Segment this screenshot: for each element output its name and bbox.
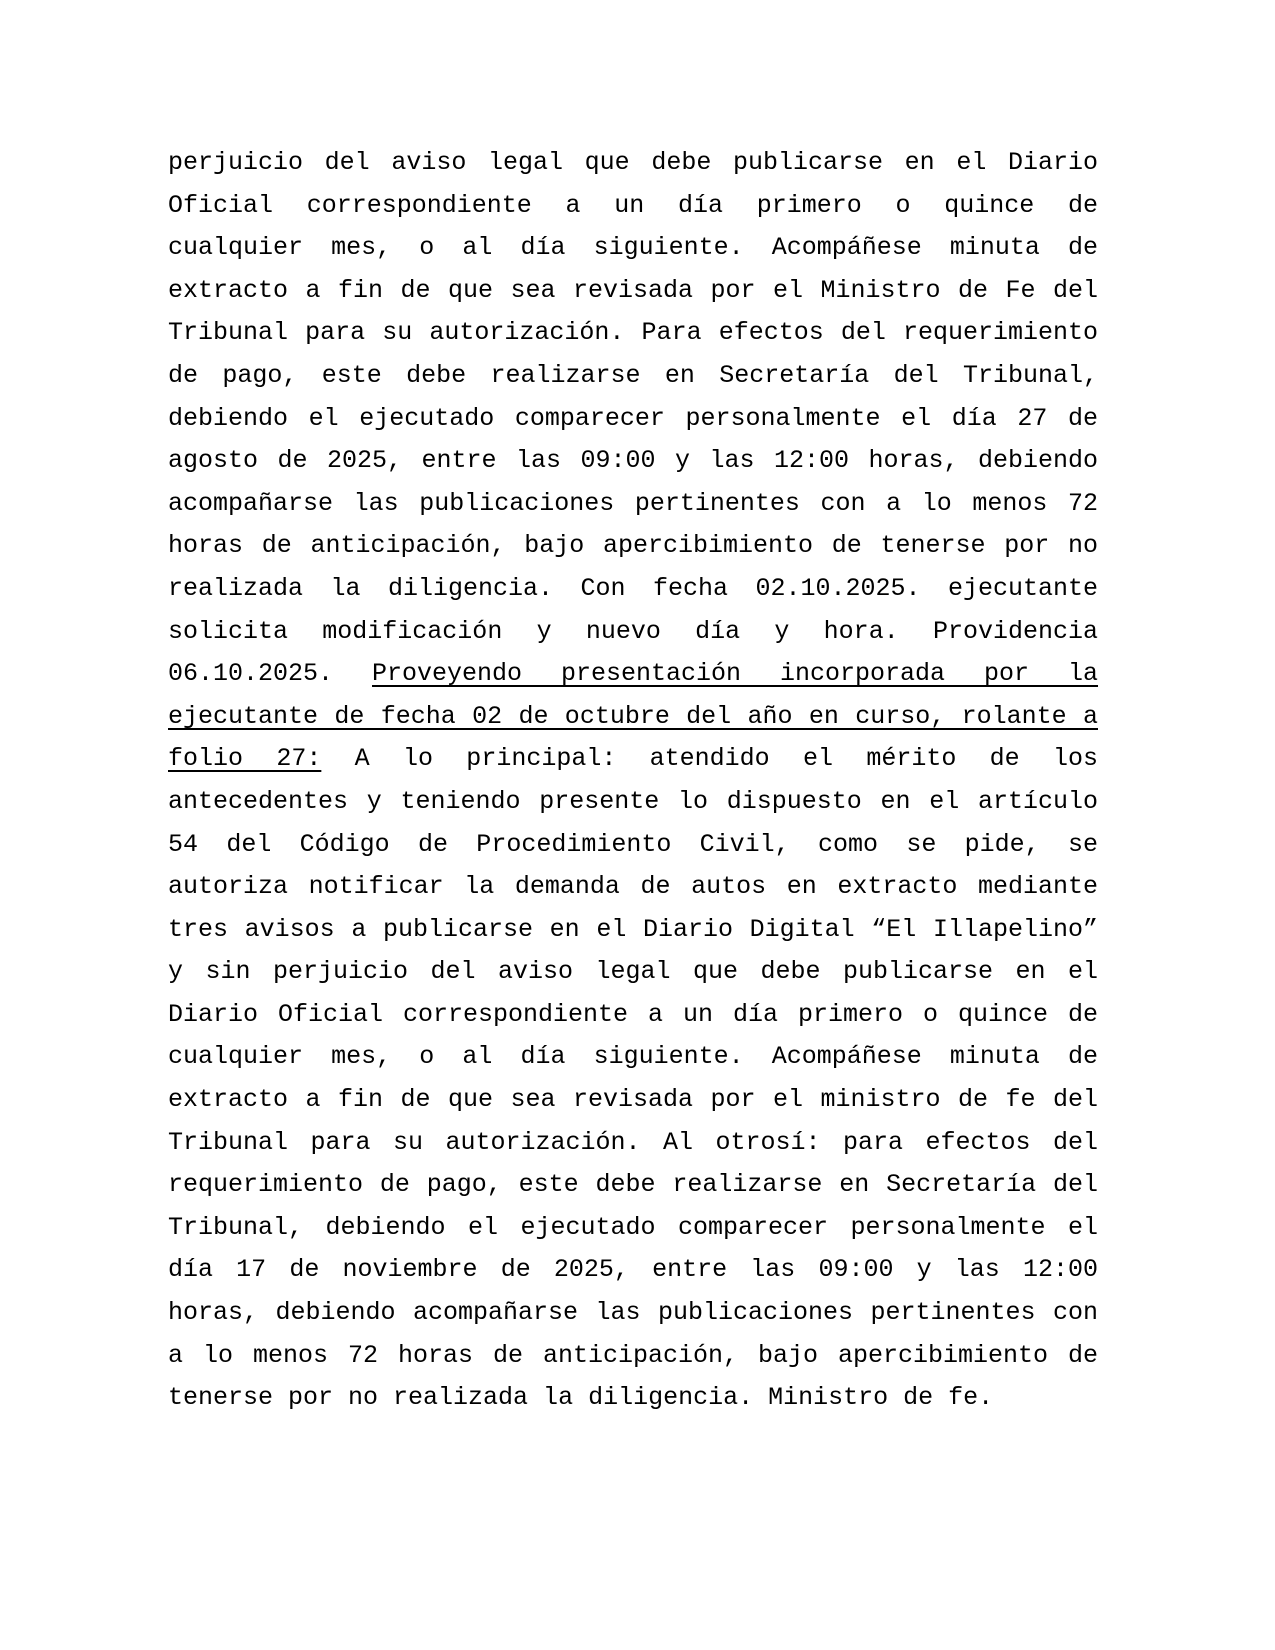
text-line xyxy=(168,696,1098,739)
text-line xyxy=(168,568,1098,611)
text-segment: Oficial correspondiente a un día primero o quince de xyxy=(168,190,1098,220)
text-segment: 54 del Código de Procedimiento Civil, como se pide, se xyxy=(168,829,1098,859)
text-line xyxy=(168,525,1098,568)
underlined-text-segment: folio 27: xyxy=(168,744,322,774)
text-line xyxy=(168,142,1098,185)
text-segment: horas, debiendo acompañarse las publicaciones pertinentes con xyxy=(168,1298,1098,1328)
text-line xyxy=(168,1164,1098,1207)
text-line xyxy=(168,1079,1098,1122)
text-segment: cualquier mes, o al día siguiente. Acompáñese minuta de xyxy=(168,1042,1098,1072)
legal-text-block xyxy=(168,142,1098,1420)
text-line xyxy=(168,781,1098,824)
text-segment: cualquier mes, o al día siguiente. Acompáñese minuta de xyxy=(168,233,1098,263)
text-segment: a lo menos 72 horas de anticipación, bajo apercibimiento de xyxy=(168,1340,1098,1370)
text-segment: autoriza notificar la demanda de autos en extracto mediante xyxy=(168,872,1098,902)
text-line xyxy=(168,1249,1098,1292)
text-segment: horas de anticipación, bajo apercibimiento de tenerse por no xyxy=(168,531,1098,561)
text-segment: realizada la diligencia. Con fecha 02.10.2025. ejecutante xyxy=(168,573,1098,603)
text-line xyxy=(168,440,1098,483)
text-line xyxy=(168,398,1098,441)
text-segment: tenerse por no realizada la diligencia. Ministro de fe. xyxy=(168,1383,994,1413)
text-segment: Tribunal, debiendo el ejecutado comparecer personalmente el xyxy=(168,1212,1098,1242)
text-segment: y sin perjuicio del aviso legal que debe publicarse en el xyxy=(168,957,1098,987)
text-segment: Tribunal para su autorización. Para efectos del requerimiento xyxy=(168,318,1098,348)
text-segment: extracto a fin de que sea revisada por el Ministro de Fe del xyxy=(168,275,1098,305)
text-segment: día 17 de noviembre de 2025, entre las 09:00 y las 12:00 xyxy=(168,1255,1098,1285)
text-line xyxy=(168,824,1098,867)
text-segment: de pago, este debe realizarse en Secretaría del Tribunal, xyxy=(168,360,1098,390)
text-segment: acompañarse las publicaciones pertinentes con a lo menos 72 xyxy=(168,488,1098,518)
text-segment: antecedentes y teniendo presente lo dispuesto en el artículo xyxy=(168,786,1098,816)
text-line xyxy=(168,1122,1098,1165)
text-line xyxy=(168,312,1098,355)
text-segment: agosto de 2025, entre las 09:00 y las 12:00 horas, debiendo xyxy=(168,446,1098,476)
text-segment: solicita modificación y nuevo día y hora. Providencia xyxy=(168,616,1098,646)
text-segment: extracto a fin de que sea revisada por el ministro de fe del xyxy=(168,1085,1098,1115)
text-segment: perjuicio del aviso legal que debe publicarse en el Diario xyxy=(168,148,1098,177)
text-line xyxy=(168,185,1098,228)
text-line xyxy=(168,866,1098,909)
underlined-text-segment: ejecutante de fecha 02 de octubre del año en curso, rolante a xyxy=(168,701,1098,731)
text-line xyxy=(168,738,1098,781)
text-line xyxy=(168,653,1098,696)
text-line xyxy=(168,909,1098,952)
text-line xyxy=(168,1207,1098,1250)
text-line xyxy=(168,994,1098,1037)
text-line xyxy=(168,483,1098,526)
text-line xyxy=(168,227,1098,270)
text-segment: 06.10.2025. xyxy=(168,659,373,689)
text-line xyxy=(168,1036,1098,1079)
text-segment: debiendo el ejecutado comparecer personalmente el día 27 de xyxy=(168,403,1098,433)
text-line xyxy=(168,1292,1098,1335)
text-line xyxy=(168,355,1098,398)
text-segment: requerimiento de pago, este debe realizarse en Secretaría del xyxy=(168,1170,1098,1200)
underlined-text-segment: Proveyendo presentación incorporada por la xyxy=(372,659,1099,689)
text-line xyxy=(168,1377,1098,1420)
text-line xyxy=(168,951,1098,994)
text-segment: A lo principal: atendido el mérito de los xyxy=(321,744,1098,774)
text-segment: tres avisos a publicarse en el Diario Digital “El Illapelino” xyxy=(168,914,1098,944)
text-line xyxy=(168,611,1098,654)
text-segment: Tribunal para su autorización. Al otrosí: para efectos del xyxy=(168,1127,1098,1157)
text-line xyxy=(168,270,1098,313)
text-line xyxy=(168,1335,1098,1378)
text-segment: Diario Oficial correspondiente a un día primero o quince de xyxy=(168,999,1098,1029)
